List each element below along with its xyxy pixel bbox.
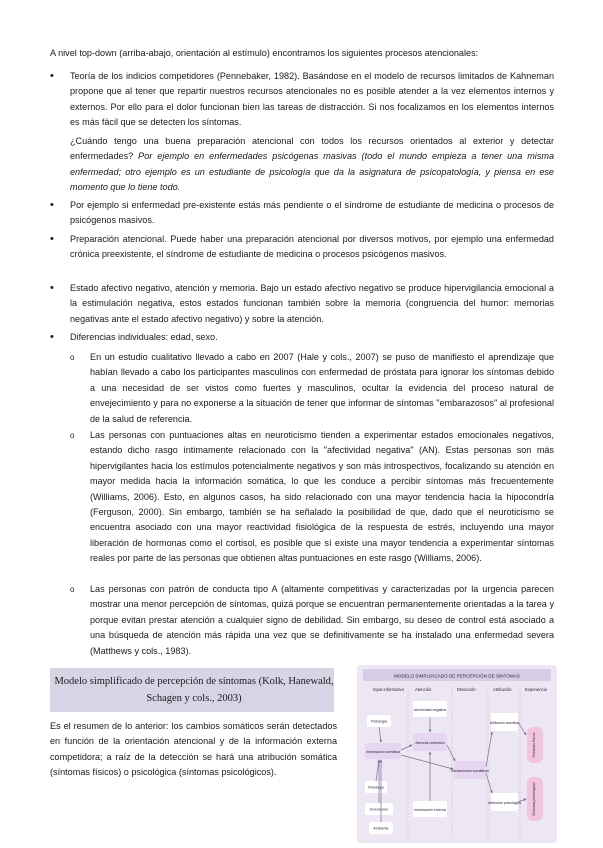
col-atribucion-header: Atribución xyxy=(493,687,512,692)
node-afectividad-negativa-label: Afectividad negativa xyxy=(413,708,447,712)
node-ambiente-label: Ambiente xyxy=(373,826,389,831)
symptom-perception-diagram xyxy=(357,665,557,843)
diagram-title: MODELO SIMPLIFICADO DE PERCEPCIÓN DE SÍNTOMAS xyxy=(394,673,520,679)
bullet-marker: • xyxy=(50,199,54,211)
bullet-diferencias-individuales: Diferencias individuales: edad, sexo. xyxy=(70,332,218,342)
bullet-example: Por ejemplo en enfermedades psicógenas masivas (todo el mundo empieza a tener una misma enfermedad; otro ejemplo es un estudiante de psicología que da la asignatura de psicopatología, y piensa en ese momento que lo tiene todo. xyxy=(70,151,554,193)
node-informacion-externa-label: Información externa xyxy=(414,808,446,812)
bullet-marker: • xyxy=(50,233,54,245)
node-sensaciones-somaticas-label: Sensaciones somáticas xyxy=(451,769,489,773)
subitem-neuroticismo: Las personas con puntuaciones altas en neuroticismo tienden a experimentar estados emocionales negativos, estando dicho rasgo íntimamente relacionado con la "afectividad negativa" (AN). Estas personas son más hipervigilantes hacia los estímulos potencialmente negativos y son más introspectivos, focalizando su atención en mayor medida hacia la información somática, lo que les conduce a percibir síntomas más frecuentemente (Williams, 2006). Esto, en algunos casos, ha sido relacionado con una mayor tendencia hacia la hipocondría (Ferguson, 2000). Sin embargo, también se ha señalado la posibilidad de que, dado que el neuroticismo se encuentra asociado con una mayor reactividad fisiológica de la respuesta de estrés, incluyendo una mayor liberación de hormonas como el cortisol, es posible que sí existe una mayor tendencia a experimentar síntomas reales por parte de las personas que obtienen altas puntuaciones en este rasgo (Williams, 2006). xyxy=(90,430,554,564)
node-emociones-label: Emociones xyxy=(370,807,388,812)
subitem-marker: o xyxy=(70,431,75,440)
node-sintomas-psicologicos-label: Síntomas psicológicos xyxy=(532,782,536,816)
node-fisiologia-label: Fisiología xyxy=(368,785,384,790)
bullet-question-paragraph xyxy=(70,134,554,196)
node-sintomas-fisicos-label: Síntomas físicos xyxy=(532,732,536,758)
bullet-marker: • xyxy=(50,70,54,82)
col-deteccion-header: Detección xyxy=(457,687,476,692)
bullet-question: ¿Cuándo tengo una buena preparación atencional con todos los recursos orientados al exterior y detectar enfermedades? xyxy=(70,136,554,162)
bullet-enfermedad-preexistente: Por ejemplo si enfermedad pre-existente estás más pendiente o el síndrome de estudiante de medicina o procesos de psicógenos masivos. xyxy=(70,200,554,226)
node-atencion-selectiva-label: Atención selectiva xyxy=(415,741,445,745)
bullet-preparacion-atencional: Preparación atencional. Puede haber una preparación atencional por diversos motivos, por ejemplo una enfermedad crónica preexistente, el síndrome de estudiante de medicina o procesos psicógenos masivos. xyxy=(70,234,554,260)
section-heading: Modelo simplificado de percepción de síntomas (Kolk, Hanewald, Schagen y cols., 2003) xyxy=(54,676,334,704)
node-atribucion-psicologica-label: Atribución psicológica xyxy=(488,801,521,805)
col-experiencia-header: Experiencia xyxy=(525,687,547,692)
intro-paragraph: A nivel top-down (arriba-abajo, orientación al estímulo) encontramos los siguientes procesos atencionales: xyxy=(50,48,479,58)
subitem-patron-tipo-a: Las personas con patrón de conducta tipo A (altamente competitivas y caracterizadas por la urgencia parecen mostrar una menor percepción de síntomas, quizá porque se encuentran permanentemente orientadas a la tarea y porque evitan prestar atención a cualquier signo de debilidad. Sin embargo, su deseo de control está asociado a una búsqueda de atención más rápida una vez que se definitivamente se ha instalado una enfermedad severa (Matthews y cols., 1983). xyxy=(90,584,554,656)
subitem-hale-2007: En un estudio cualitativo llevado a cabo en 2007 (Hale y cols., 2007) se puso de manifiesto el aprendizaje que habían llevado a cabo los participantes masculinos con enfermedad de próstata para ignorar los síntomas debido a una necesidad de ser vistos como fuertes y masculinos, ocultar la evidencia del proceso natural de envejecimiento y para no exponerse a la situación de tener que informar de síntomas "embarazosos" al profesional de la salud de referencia. xyxy=(90,352,554,424)
subitem-marker: o xyxy=(70,353,75,362)
bullet-marker: • xyxy=(50,331,54,343)
bullet-estado-afectivo: Estado afectivo negativo, atención y memoria. Bajo un estado afectivo negativo se produce hipervigilancia emocional a la estimulación negativa, estos estados funcionan también sobre la memoria (congruencia del humor: memorias negativas ante el estado afectivo negativo) y sobre la atención. xyxy=(70,283,554,324)
col-atencion-header: Atención xyxy=(415,687,432,692)
subitem-marker: o xyxy=(70,585,75,594)
node-patologia-label: Patología xyxy=(370,719,388,724)
col-input-header: Input informativo xyxy=(373,687,404,692)
node-informacion-somatica-label: Información somática xyxy=(365,750,401,754)
bullet-indicios-competidores: Teoría de los indicios competidores (Pennebaker, 1982). Basándose en el modelo de recursos limitados de Kahneman propone que al tener que repartir nuestros recursos atencionales no es posible atender a la vez elementos internos y externos. Por ello para el dolor funcionan bien las tareas de distracción. Si nos focalizamos en los elementos internos es más fácil que se detecten los síntomas. xyxy=(70,71,554,128)
summary-paragraph: Es el resumen de lo anterior: los cambios somáticos serán detectados en función de la orientación atencional y de la información externa competidora; a raíz de la detección se hará una atribución somática (síntomas físicos) o psicológica (síntomas psicológicos). xyxy=(50,721,337,778)
node-atribucion-somatica-label: Atribución somática xyxy=(489,721,520,725)
bullet-marker: • xyxy=(50,282,54,294)
